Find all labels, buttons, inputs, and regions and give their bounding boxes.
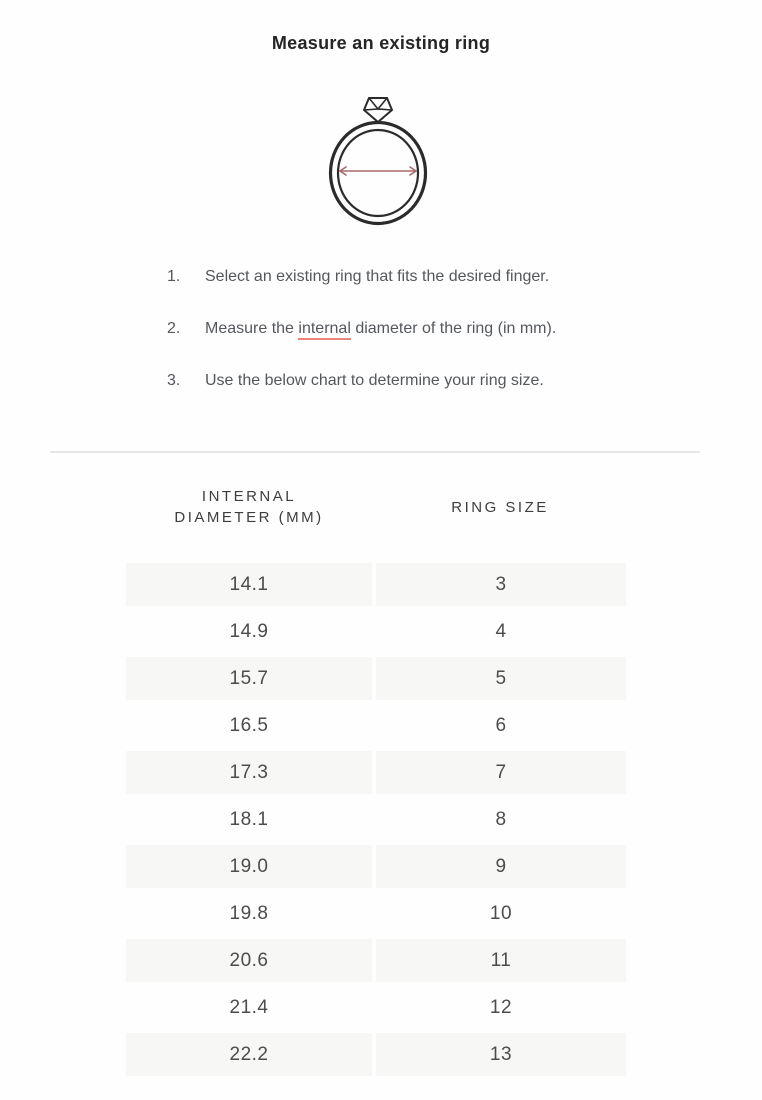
size-cell: 10 — [489, 903, 513, 924]
size-cell: 13 — [376, 1033, 626, 1076]
table-row — [126, 610, 626, 653]
size-cell: 5 — [376, 657, 626, 700]
step-3-number: 3. — [167, 372, 181, 389]
diameter-cell: 14.1 — [126, 563, 372, 606]
table-row — [126, 657, 626, 700]
instruction-steps — [167, 266, 647, 422]
table-row — [126, 939, 626, 982]
diameter-cell: 19.0 — [126, 845, 372, 888]
table-row — [126, 798, 626, 841]
step-3-text: Use the below chart to determine your ring size. — [205, 372, 544, 389]
underlined-internal: internal — [298, 320, 350, 340]
step-1 — [167, 266, 647, 288]
size-cell: 3 — [376, 563, 626, 606]
step-3 — [167, 370, 647, 392]
diamond-icon — [364, 98, 392, 122]
size-cell: 12 — [489, 997, 513, 1018]
column-header-ring-size: RING SIZE — [451, 499, 549, 516]
table-row — [126, 1033, 626, 1076]
column-header-internal-diameter: INTERNAL DIAMETER (MM) — [174, 488, 324, 526]
table-row — [126, 751, 626, 794]
diameter-cell: 18.1 — [229, 809, 269, 830]
step-2-text: Measure the internal diameter of the ring (in mm). — [205, 318, 556, 340]
size-cell: 11 — [376, 939, 626, 982]
diameter-cell: 20.6 — [126, 939, 372, 982]
size-cell: 6 — [495, 715, 507, 736]
diameter-cell: 19.8 — [229, 903, 269, 924]
table-row — [126, 704, 626, 747]
diameter-cell: 15.7 — [126, 657, 372, 700]
ring-diameter-icon — [323, 94, 433, 234]
page-title: Measure an existing ring — [271, 33, 491, 53]
diameter-cell: 17.3 — [126, 751, 372, 794]
diameter-cell: 22.2 — [126, 1033, 372, 1076]
table-row — [126, 845, 626, 888]
diameter-cell: 14.9 — [229, 621, 269, 642]
table-row — [126, 986, 626, 1029]
table-row — [126, 563, 626, 606]
size-cell: 8 — [495, 809, 507, 830]
table-row — [126, 892, 626, 935]
size-cell: 4 — [495, 621, 507, 642]
diameter-arrow-icon — [340, 167, 416, 175]
size-cell: 7 — [376, 751, 626, 794]
step-1-text: Select an existing ring that fits the desired finger. — [205, 268, 550, 285]
section-divider — [50, 451, 700, 453]
step-2-number: 2. — [167, 320, 181, 337]
step-2 — [167, 318, 647, 340]
diameter-cell: 21.4 — [229, 997, 269, 1018]
size-table-body — [126, 563, 626, 1080]
step-1-number: 1. — [167, 268, 181, 285]
size-cell: 9 — [376, 845, 626, 888]
diameter-cell: 16.5 — [229, 715, 269, 736]
